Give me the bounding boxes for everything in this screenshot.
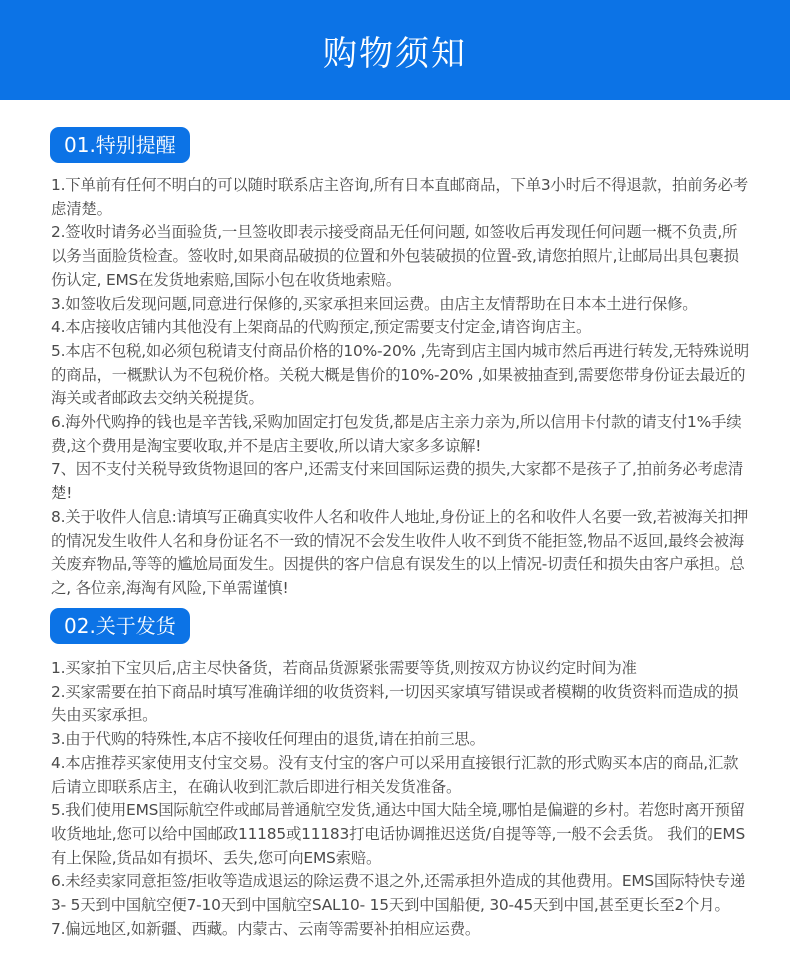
list-item: 3.如签收后发现问题,同意进行保修的,买家承担来回运费。由店主友情帮助在日本本土进行保修。 [51,294,698,313]
list-item: 4.本店推荐买家使用支付宝交易。没有支付宝的客户可以采用直接银行汇款的形式购买本店的商品,汇款后请立即联系店主，在确认收到汇款后即进行相关发货准备。 [51,753,739,796]
list-item: 8.关于收件人信息:请填写正确真实收件人名和收件人地址,身份证上的名和收件人名要一致,若被海关扣押的情况发生收件人名和身份证名不一致的情况不会发生收件人收不到货不能拒签,物品不返回,最终会被海关废弃物品,等等的尴尬局面发生。因提供的客户信息有误发生的以上情况-切责任和损失由客户承担。总之, 各位亲,海淘有风险,下单需谨慎! [51,507,749,597]
list-item: 6.未经卖家同意拒签/拒收等造成退运的除运费不退之外,还需承担外造成的其他费用。EMS国际特快专递3- 5天到中国航空便7-10天到中国航空SAL10- 15天到中国船便, 30-45天到中国,甚至更长至2个月。 [51,872,746,915]
header-banner [0,0,790,100]
list-item: 3.由于代购的特殊性,本店不接收任何理由的退货,请在拍前三思。 [51,730,485,749]
list-item: 7.偏远地区,如新疆、西藏。内蒙古、云南等需要补拍相应运费。 [51,919,481,938]
list-item: 4.本店接收店铺内其他没有上架商品的代购预定,预定需要支付定金,请咨询店主。 [51,318,592,337]
list-item: 6.海外代购挣的钱也是辛苦钱,采购加固定打包发货,都是店主亲力亲为,所以信用卡付款的请支付1%手续费,这个费用是淘宝要收取,并不是店主要收,所以请大家多多谅解! [51,413,742,455]
section-heading-special-reminder: 01.特别提醒 [50,127,190,163]
list-item: 1.下单前有任何不明白的可以随时联系店主咨询,所有日本直邮商品，下单3小时后不得退款，拍前务必考虑清楚。 [51,176,748,218]
list-item: 2.签收时请务必当面验货,一旦签收即表示接受商品无任何问题, 如签收后再发现任何问题一概不负责,所以务当面脸货检查。签收时,如果商品破损的位置和外包装破损的位置-致,请您拍照片,让邮局出具包裹损伤认定, EMS在发货地索赔,国际小包在收货地索赔。 [51,223,739,289]
list-item: 7、因不支付关税导致货物退回的客户,还需支付来回国际运费的损失,大家都不是孩子了,拍前务必考虑清楚! [51,460,744,503]
section-body-special-reminder [51,174,751,601]
list-item: 5.本店不包税,如必须包税请支付商品价格的10%-20% ,先寄到店主国内城市然后再进行转发,无特殊说明的商品，一概默认为不包税价格。关税大概是售价的10%-20% ,如果被抽查到,需要您带身份证去最近的海关或者邮政去交纳关税提货。 [51,341,750,408]
section-heading-shipping: 02.关于发货 [50,608,190,644]
list-item: 5.我们使用EMS国际航空件或邮局普通航空发货,通达中国大陆全境,哪怕是偏避的乡村。若您时离开预留收货地址,您可以给中国邮政11185或11183打电话协调推迟送货/自提等等,一般不会丢货。 我们的EMS有上保险,货品如有损坏、丢失,您可向EMS索赔。 [51,801,746,867]
section-body-shipping [51,657,751,941]
list-item: 1.买家拍下宝贝后,店主尽快备货，若商品货源紧张需要等货,则按双方协议约定时间为准 [51,659,637,677]
list-item: 2.买家需要在拍下商品时填写准确详细的收货资料,一切因买家填写错误或者模糊的收货资料而造成的损失由买家承担。 [51,682,739,725]
page-title: 购物须知 [323,33,467,74]
